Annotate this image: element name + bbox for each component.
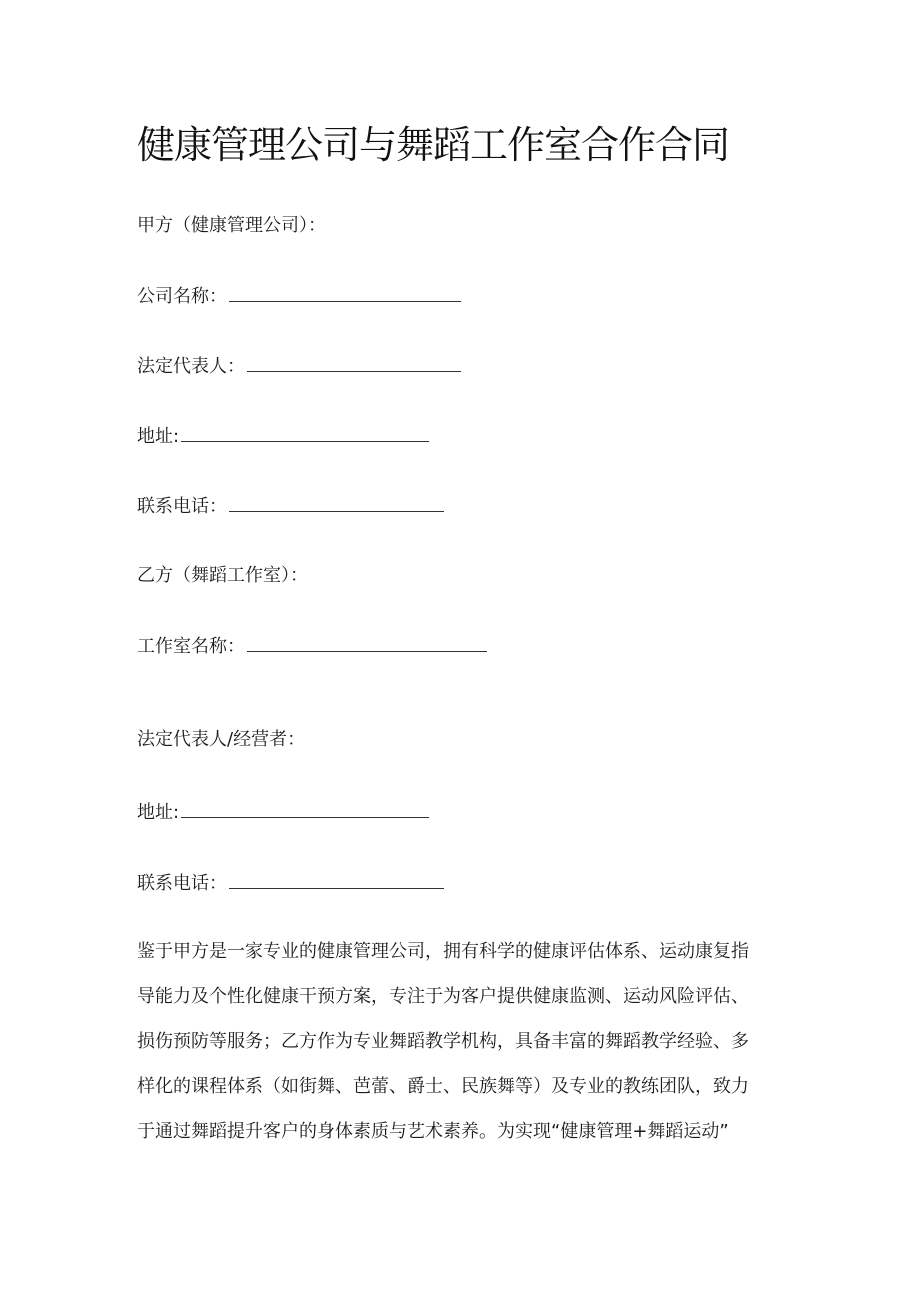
party-b-legal-rep-label: 法定代表人/经营者： (137, 729, 306, 750)
party-a-phone-field (137, 493, 444, 520)
party-a-phone-blank[interactable] (229, 493, 444, 512)
party-a-heading-text: 甲方（健康管理公司）： (137, 215, 326, 236)
party-a-address-field (137, 423, 429, 450)
party-a-company-name-label: 公司名称： (137, 286, 227, 307)
party-b-legal-rep-field (137, 727, 305, 753)
party-a-company-name-field (137, 283, 461, 310)
party-b-phone-blank[interactable] (229, 870, 444, 889)
party-a-legal-rep-blank[interactable] (247, 353, 461, 372)
preamble-line: 鉴于甲方是一家专业的健康管理公司，拥有科学的健康评估体系、运动康复指 (137, 941, 749, 962)
preamble-line: 于通过舞蹈提升客户的身体素质与艺术素养。为实现“健康管理+舞蹈运动” (137, 1121, 729, 1142)
party-b-phone-field (137, 870, 444, 897)
party-a-phone-label: 联系电话： (137, 496, 227, 517)
party-a-heading (137, 213, 326, 239)
party-a-address-label: 地址: (137, 426, 180, 447)
preamble-line: 导能力及个性化健康干预方案，专注于为客户提供健康监测、运动风险评估、 (137, 986, 749, 1007)
party-a-company-name-blank[interactable] (229, 283, 461, 302)
preamble-paragraph (137, 937, 777, 1162)
party-b-heading-text: 乙方（舞蹈工作室）： (137, 565, 308, 586)
party-a-legal-rep-field (137, 353, 461, 380)
party-b-studio-name-blank[interactable] (247, 633, 487, 652)
party-b-studio-name-field (137, 633, 487, 660)
party-b-address-blank[interactable] (181, 799, 429, 818)
party-b-phone-label: 联系电话： (137, 873, 227, 894)
preamble-line: 损伤预防等服务；乙方作为专业舞蹈教学机构，具备丰富的舞蹈教学经验、多 (137, 1031, 749, 1052)
party-b-studio-name-label: 工作室名称： (137, 636, 245, 657)
party-b-address-label: 地址: (137, 802, 180, 823)
party-b-heading (137, 563, 308, 589)
document-title: 健康管理公司与舞蹈工作室合作合同 (137, 123, 730, 167)
party-a-address-blank[interactable] (181, 423, 429, 442)
party-a-legal-rep-label: 法定代表人： (137, 356, 245, 377)
preamble-line: 样化的课程体系（如街舞、芭蕾、爵士、民族舞等）及专业的教练团队，致力 (137, 1076, 749, 1097)
party-b-address-field (137, 799, 429, 826)
